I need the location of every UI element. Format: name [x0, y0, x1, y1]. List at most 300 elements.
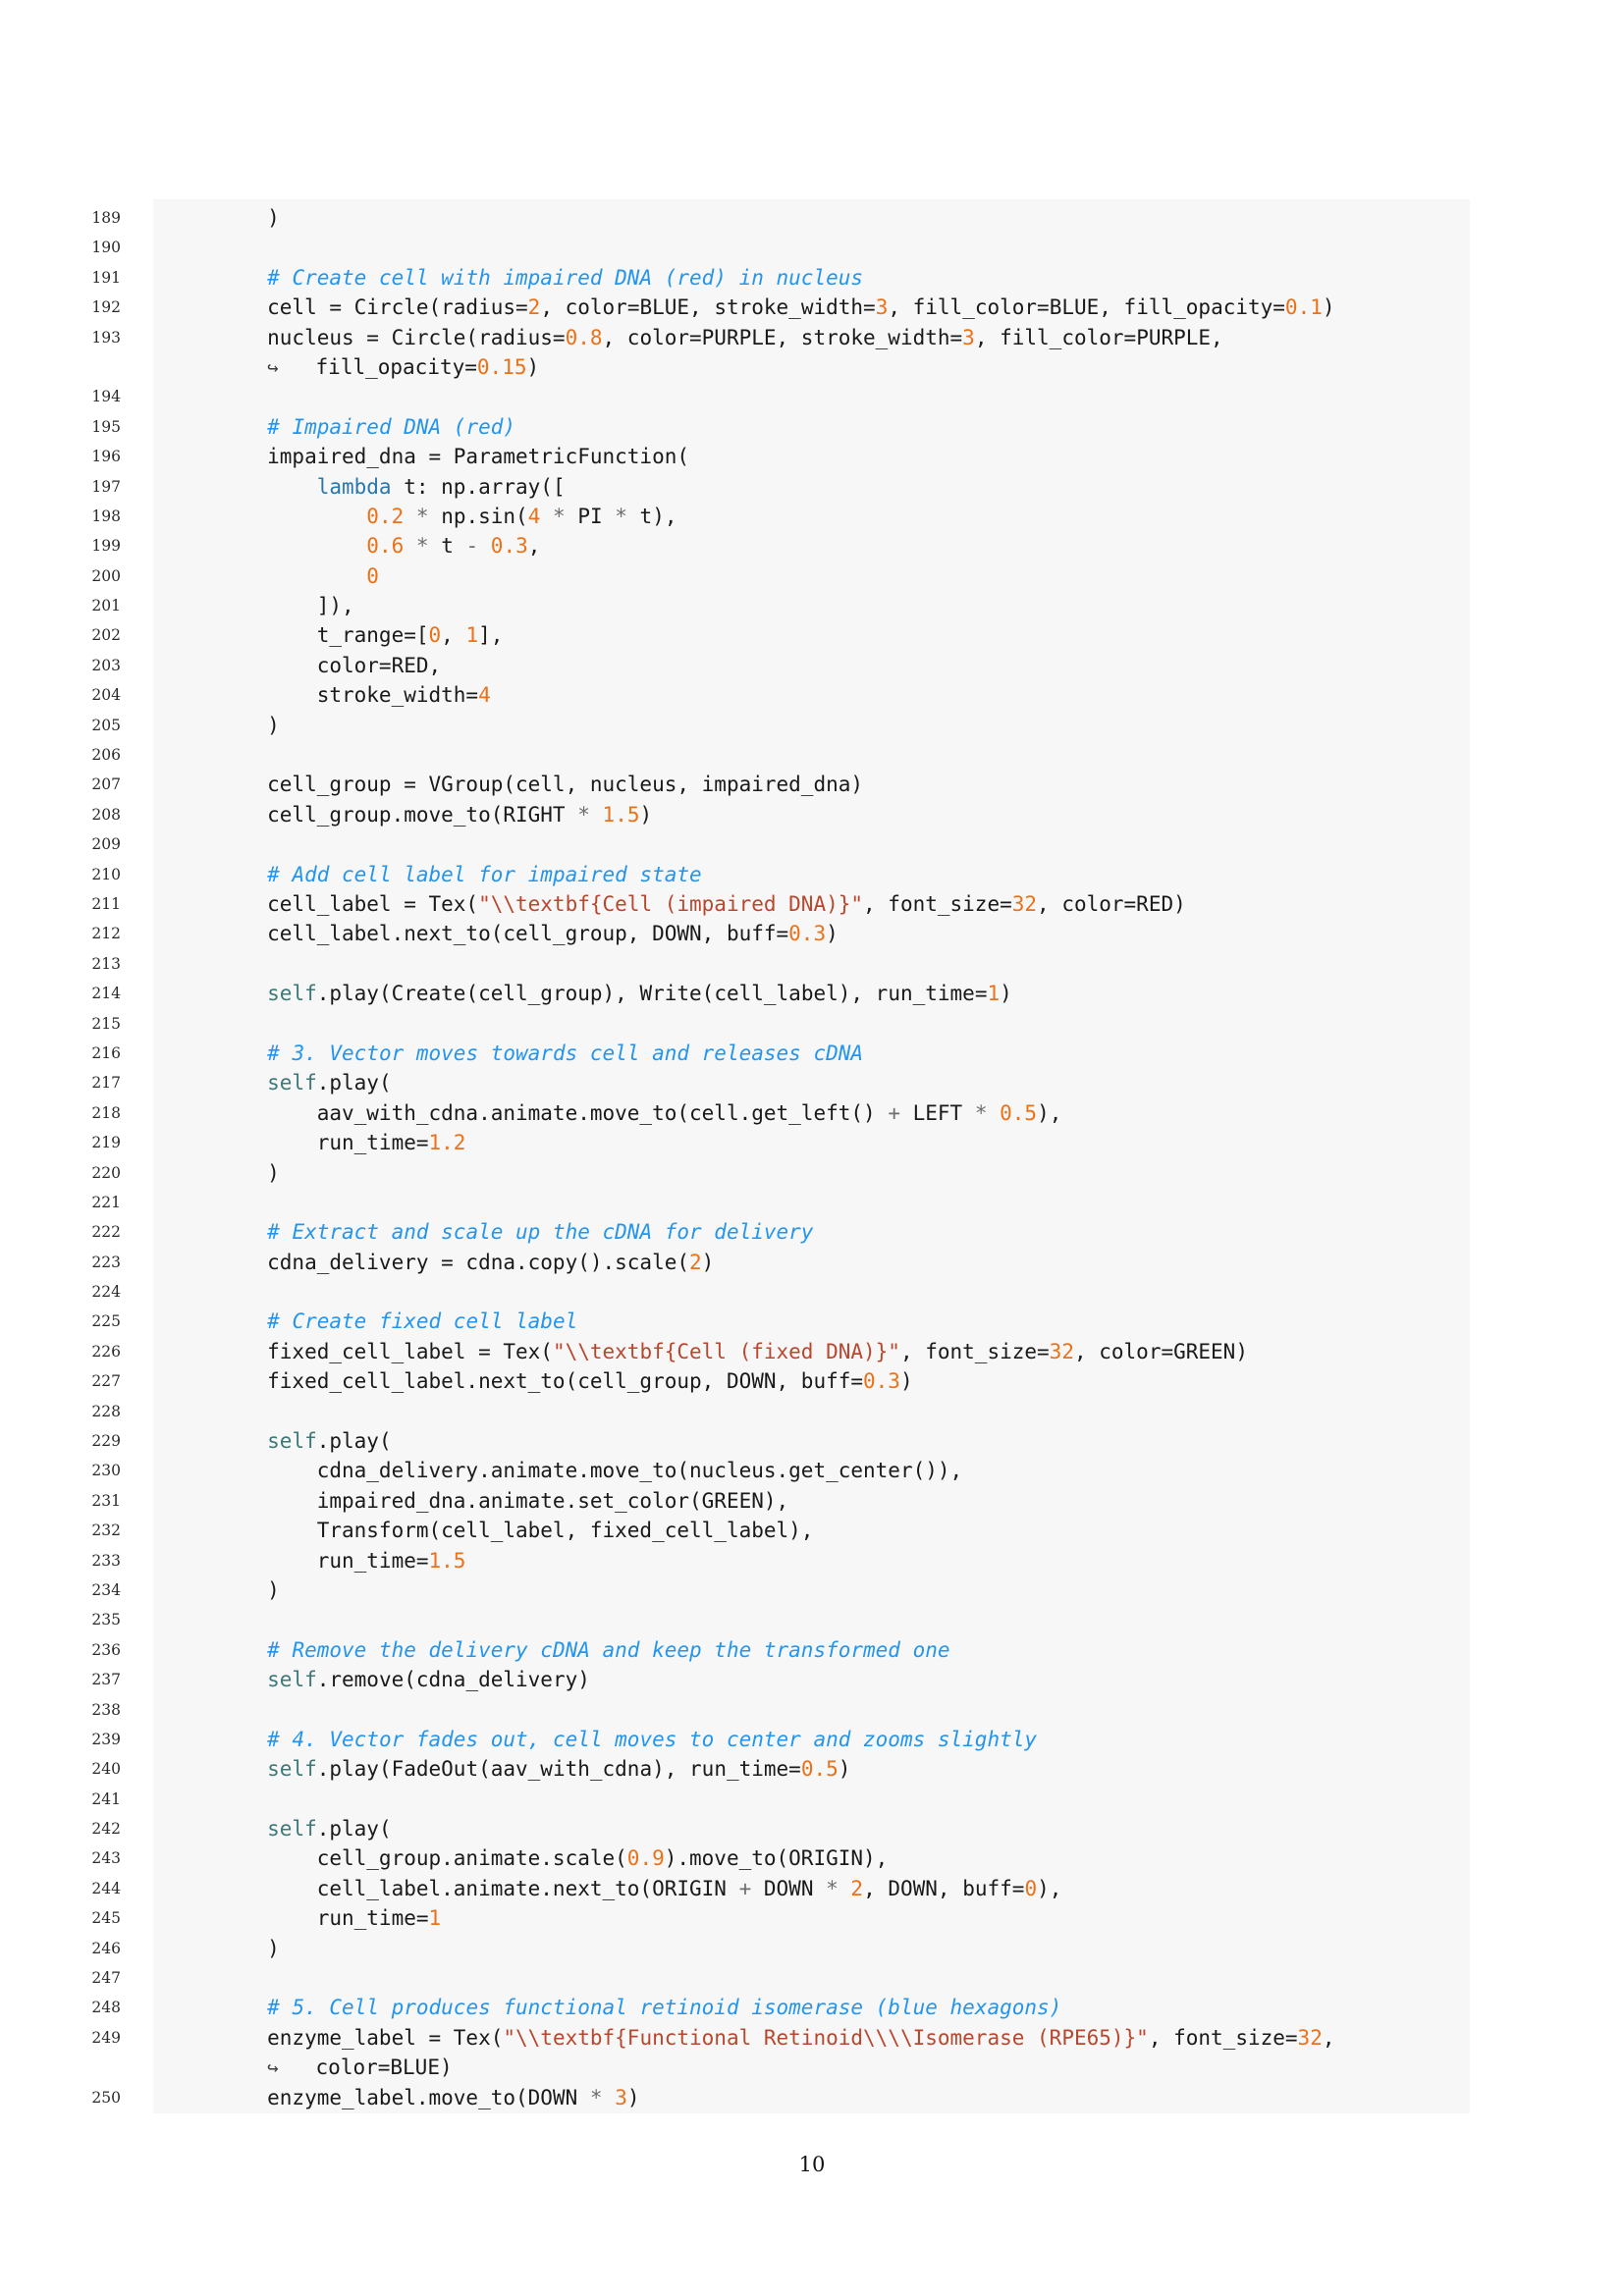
line-number: 210 [91, 865, 121, 883]
code-text [153, 591, 354, 620]
code-token-number: 1.5 [602, 802, 640, 827]
code-token-default: ) [1322, 295, 1335, 320]
code-token-operator: + [888, 1100, 900, 1125]
code-token-number: 0.3 [788, 922, 827, 946]
code-token-number: 1 [987, 982, 1001, 1006]
code-token-number: 0.5 [800, 1757, 839, 1782]
line-number: 233 [91, 1551, 121, 1570]
code-token-default [168, 505, 366, 528]
code-line [91, 770, 1470, 799]
code-token-default: cell_label.animate.next_to(ORIGIN [168, 1876, 739, 1900]
code-text [153, 442, 689, 471]
code-token-default: ]), [168, 594, 354, 618]
code-line [91, 1754, 1470, 1784]
code-text [153, 1754, 850, 1784]
code-token-number: 3 [875, 295, 889, 320]
code-line [91, 1337, 1470, 1366]
code-token-default: DOWN [751, 1876, 827, 1900]
code-token-default: cell = Circle(radius= [168, 295, 528, 320]
code-text [153, 531, 540, 561]
code-line [91, 323, 1470, 352]
code-token-number: 32 [1049, 1339, 1074, 1363]
code-token-comment: # Add cell label for impaired state [267, 862, 702, 886]
code-text [153, 1248, 714, 1277]
code-token-default: cell_group = VGroup(cell, nucleus, impaired_dna) [168, 773, 864, 797]
code-token-number: 0 [428, 623, 442, 648]
line-number: 201 [91, 597, 121, 615]
code-text [153, 620, 503, 650]
code-token-default: ).move_to(ORIGIN), [664, 1846, 889, 1871]
line-number: 199 [91, 537, 121, 556]
code-token-self: self [267, 1071, 317, 1095]
code-token-default: cdna_delivery.animate.move_to(nucleus.get_center()), [168, 1459, 963, 1483]
code-token-default [168, 1668, 267, 1691]
line-number: 221 [91, 1193, 121, 1211]
line-number: 200 [91, 566, 121, 585]
line-number: 220 [91, 1163, 121, 1182]
code-text [153, 1516, 813, 1545]
code-token-default: cdna_delivery = cdna.copy().scale( [168, 1250, 690, 1274]
line-number: 194 [91, 388, 121, 406]
code-line [91, 1068, 1470, 1097]
code-token-default: , DOWN, buff= [863, 1876, 1025, 1900]
code-text [153, 1665, 590, 1694]
code-text [153, 1934, 280, 1963]
line-number: 219 [91, 1134, 121, 1152]
code-token-default: .remove(cdna_delivery) [316, 1668, 590, 1692]
code-token-number: 1.2 [428, 1131, 466, 1155]
code-line [91, 1814, 1470, 1843]
code-token-number: 32 [1297, 2025, 1323, 2050]
line-number: 228 [91, 1402, 121, 1420]
code-token-number: 32 [1011, 891, 1038, 916]
code-token-default: t), [626, 504, 677, 528]
code-token-default [168, 1757, 267, 1781]
code-text [153, 919, 839, 948]
line-number: 205 [91, 716, 121, 734]
line-number: 241 [91, 1789, 121, 1808]
code-token-comment: # 4. Vector fades out, cell moves to center and zooms slightly [267, 1727, 1038, 1751]
code-token-default: , [527, 534, 541, 559]
code-token-default [839, 1877, 851, 1900]
code-text [153, 1307, 577, 1336]
code-token-default: ], [478, 623, 504, 648]
line-number: 218 [91, 1103, 121, 1122]
code-token-comment: # 3. Vector moves towards cell and releases cDNA [267, 1041, 864, 1065]
code-token-default [168, 415, 267, 439]
code-token-default [168, 355, 267, 379]
line-number: 237 [91, 1671, 121, 1689]
code-line [91, 680, 1470, 710]
code-token-default: stroke_width= [168, 683, 479, 708]
code-token-operator: * [615, 504, 627, 528]
code-token-default: ) [626, 2085, 640, 2109]
code-text [153, 651, 441, 680]
code-line [91, 442, 1470, 471]
code-token-default: enzyme_label = Tex( [168, 2025, 504, 2050]
code-text [153, 1366, 913, 1396]
code-token-default: , font_size= [863, 891, 1012, 916]
code-token-default: , font_size= [899, 1339, 1050, 1363]
code-line [91, 203, 1470, 233]
code-token-default: .play(Create(cell_group), Write(cell_label), run_time= [316, 982, 988, 1006]
line-number: 230 [91, 1462, 121, 1480]
code-line [91, 979, 1470, 1008]
line-number: 214 [91, 985, 121, 1003]
code-line [91, 502, 1470, 531]
code-text [153, 1337, 1248, 1366]
code-line [91, 412, 1470, 442]
code-token-default: , fill_color=BLUE, fill_opacity= [888, 295, 1285, 320]
code-token-default: ) [168, 1160, 280, 1185]
code-text [153, 2023, 1335, 2053]
code-text [153, 1426, 392, 1456]
code-token-default: fill_opacity= [278, 354, 477, 379]
code-text [153, 2083, 640, 2112]
line-number: 236 [91, 1640, 121, 1659]
code-token-operator: * [415, 534, 429, 559]
code-token-comment: # Create cell with impaired DNA (red) in nucleus [267, 265, 864, 290]
code-line [91, 1456, 1470, 1485]
code-token-default [168, 1071, 267, 1095]
code-text [153, 1635, 950, 1665]
code-listing [91, 199, 1470, 2113]
code-token-operator: + [738, 1876, 752, 1900]
line-number: 226 [91, 1342, 121, 1361]
code-line [91, 1695, 1470, 1725]
code-token-operator: * [577, 802, 590, 827]
line-number: 195 [91, 417, 121, 436]
code-token-number: 1 [465, 623, 479, 648]
code-token-default: .play( [316, 1071, 392, 1095]
code-token-default [168, 1728, 267, 1751]
code-line [91, 651, 1470, 680]
code-token-default: ) [168, 713, 280, 737]
code-token-default: run_time= [168, 1131, 429, 1155]
code-token-number: 0.5 [1000, 1100, 1038, 1125]
code-line [91, 1098, 1470, 1128]
code-text [153, 1456, 962, 1485]
code-line [91, 889, 1470, 919]
code-line [91, 1277, 1470, 1307]
code-token-default: Transform(cell_label, fixed_cell_label), [168, 1519, 814, 1543]
code-text [153, 1158, 280, 1188]
code-token-default: cell_group.animate.scale( [168, 1846, 627, 1871]
code-line [91, 711, 1470, 740]
code-token-keyword: lambda [316, 474, 392, 499]
code-token-default [590, 803, 603, 827]
code-token-default: aav_with_cdna.animate.move_to(cell.get_left() [168, 1100, 889, 1125]
line-number: 204 [91, 686, 121, 705]
code-token-default [987, 1101, 1000, 1125]
code-token-default [478, 534, 491, 558]
code-token-default: nucleus = Circle(radius= [168, 325, 566, 349]
code-token-default: , color=PURPLE, stroke_width= [602, 325, 963, 349]
code-token-default: cell_group.move_to(RIGHT [168, 802, 578, 827]
line-number: 222 [91, 1223, 121, 1242]
code-line [91, 1874, 1470, 1903]
code-text [153, 1098, 1061, 1128]
code-text [153, 263, 863, 293]
code-line [91, 829, 1470, 859]
code-token-default: t [428, 534, 466, 559]
code-token-default: run_time= [168, 1548, 429, 1573]
code-token-number: 0.3 [490, 534, 528, 559]
code-token-default: , color=BLUE, stroke_width= [540, 295, 876, 320]
code-token-self: self [267, 982, 317, 1006]
code-token-default [168, 1041, 267, 1065]
code-token-default: fixed_cell_label.next_to(cell_group, DOWN, buff= [168, 1369, 864, 1394]
code-line [91, 1993, 1470, 2022]
code-token-comment: # Create fixed cell label [267, 1309, 578, 1334]
code-token-number: 0.9 [626, 1846, 665, 1871]
code-token-string: "\\textbf{Cell (impaired DNA)}" [478, 891, 864, 916]
line-number: 248 [91, 1999, 121, 2017]
line-number: 238 [91, 1700, 121, 1719]
code-line [91, 561, 1470, 591]
code-token-default: impaired_dna = ParametricFunction( [168, 445, 690, 469]
line-number: 234 [91, 1580, 121, 1599]
page-number: 10 [798, 2153, 826, 2176]
line-number: 192 [91, 298, 121, 317]
code-token-default: , [441, 623, 466, 648]
code-token-string: "\\textbf{Functional Retinoid\\\\Isomerase (RPE65)}" [503, 2025, 1149, 2050]
code-line [91, 1665, 1470, 1694]
code-text [153, 412, 515, 442]
code-line [91, 919, 1470, 948]
code-token-comment: # Impaired DNA (red) [267, 414, 516, 439]
code-line [91, 1725, 1470, 1754]
code-token-default [168, 564, 366, 588]
line-number: 213 [91, 954, 121, 973]
line-number: 239 [91, 1730, 121, 1748]
code-line [91, 800, 1470, 829]
code-token-default: fixed_cell_label = Tex( [168, 1339, 553, 1363]
code-token-default: ) [639, 802, 653, 827]
line-number: 217 [91, 1074, 121, 1093]
code-token-comment: # Remove the delivery cDNA and keep the transformed one [267, 1637, 950, 1662]
code-token-default [603, 2086, 616, 2109]
line-number: 229 [91, 1432, 121, 1451]
code-token-arrow: ↪ [267, 356, 279, 379]
code-token-number: 0 [1024, 1876, 1038, 1900]
code-line [91, 1546, 1470, 1575]
code-token-number: 2 [689, 1250, 702, 1274]
code-line [153, 2053, 1470, 2082]
code-token-default [168, 266, 267, 290]
code-token-number: 3 [615, 2085, 627, 2109]
code-token-default: , fill_color=PURPLE, [974, 325, 1223, 349]
code-text [153, 979, 1012, 1008]
code-line [91, 591, 1470, 620]
line-number: 223 [91, 1253, 121, 1271]
code-text [153, 293, 1335, 322]
line-number: 191 [91, 268, 121, 287]
line-number: 224 [91, 1283, 121, 1302]
code-token-number: 4 [478, 683, 491, 708]
line-number: 207 [91, 775, 121, 794]
line-number: 249 [91, 2028, 121, 2047]
code-token-default: ) [1000, 982, 1012, 1006]
code-token-number: 0.1 [1284, 295, 1323, 320]
code-token-default: PI [565, 504, 616, 528]
code-token-default [168, 1996, 267, 2019]
code-line [91, 531, 1470, 561]
code-token-default: enzyme_label.move_to(DOWN [168, 2085, 590, 2109]
code-token-default: ) [168, 206, 280, 230]
line-number: 193 [91, 328, 121, 347]
code-token-arrow: ↪ [267, 2057, 279, 2080]
code-text [153, 203, 280, 233]
line-number: 250 [91, 2088, 121, 2107]
code-token-number: 0.6 [366, 534, 405, 559]
line-number: 232 [91, 1522, 121, 1540]
code-text [153, 680, 491, 710]
code-token-number: 0.8 [565, 325, 603, 349]
code-text [153, 2053, 453, 2083]
code-text [153, 1128, 465, 1157]
code-text [153, 1486, 788, 1516]
line-number: 243 [91, 1849, 121, 1868]
line-number: 198 [91, 507, 121, 525]
code-text [153, 561, 379, 591]
code-token-comment: # Extract and scale up the cDNA for delivery [267, 1220, 814, 1245]
code-line [91, 1934, 1470, 1963]
code-text [153, 1217, 813, 1247]
code-token-default: ), [1037, 1876, 1062, 1900]
code-token-default: ) [899, 1369, 913, 1394]
code-line [91, 1188, 1470, 1217]
code-text [153, 323, 1223, 352]
code-text [153, 1725, 1037, 1754]
code-token-comment: # 5. Cell produces functional retinoid isomerase (blue hexagons) [267, 1996, 1062, 2020]
code-token-default: t: np.array([ [391, 474, 566, 499]
line-number: 225 [91, 1312, 121, 1331]
code-token-default: ) [826, 922, 839, 946]
code-text [153, 502, 677, 531]
code-token-default [168, 2056, 267, 2079]
code-token-self: self [267, 1429, 317, 1454]
code-line [91, 740, 1470, 770]
code-token-default [540, 505, 553, 528]
code-line [91, 472, 1470, 502]
code-text [153, 711, 280, 740]
code-line [91, 1426, 1470, 1456]
code-line [91, 263, 1470, 293]
line-number: 247 [91, 1969, 121, 1988]
code-token-default: ) [526, 354, 540, 379]
code-token-number: 3 [962, 325, 975, 349]
code-token-operator: * [415, 504, 429, 528]
line-number: 190 [91, 239, 121, 257]
code-text [153, 860, 702, 889]
code-token-number: 0.15 [476, 354, 527, 379]
line-number: 202 [91, 626, 121, 645]
code-token-default [168, 1309, 267, 1333]
code-token-default [168, 1429, 267, 1453]
line-number: 244 [91, 1879, 121, 1897]
line-number: 227 [91, 1372, 121, 1391]
code-token-operator: * [589, 2085, 603, 2109]
code-line [91, 1516, 1470, 1545]
code-line [91, 1307, 1470, 1336]
code-token-default: ), [1037, 1100, 1062, 1125]
code-line [91, 1039, 1470, 1068]
code-token-default: color=BLUE) [278, 2056, 453, 2080]
line-number: 245 [91, 1909, 121, 1928]
code-token-default: impaired_dna.animate.set_color(GREEN), [168, 1488, 789, 1513]
code-token-number: 0.3 [863, 1369, 900, 1394]
code-token-number: 1.5 [428, 1548, 466, 1573]
code-token-operator: * [974, 1100, 988, 1125]
code-token-number: 0 [366, 563, 379, 588]
code-line [91, 1128, 1470, 1157]
code-token-default [404, 505, 416, 528]
line-number: 197 [91, 477, 121, 496]
code-text [153, 1903, 441, 1933]
code-line [91, 2083, 1470, 2112]
code-token-default [168, 1638, 267, 1662]
code-line [91, 1486, 1470, 1516]
code-token-default: np.sin( [428, 504, 528, 528]
code-token-default [168, 534, 366, 558]
code-token-default: , color=RED) [1037, 891, 1186, 916]
line-number: 206 [91, 746, 121, 765]
code-line [91, 1248, 1470, 1277]
code-line [91, 293, 1470, 322]
code-text [153, 1814, 392, 1843]
code-token-number: 0.2 [366, 504, 405, 528]
code-line [91, 860, 1470, 889]
line-number: 208 [91, 805, 121, 824]
code-token-default: ) [838, 1757, 851, 1782]
code-line [91, 382, 1470, 411]
code-text [153, 472, 566, 502]
code-text [153, 800, 652, 829]
code-text [153, 1546, 465, 1575]
code-line [91, 1605, 1470, 1634]
code-token-default: , color=GREEN) [1073, 1339, 1248, 1363]
code-line [91, 1843, 1470, 1873]
line-number: 240 [91, 1760, 121, 1779]
code-text [153, 889, 1186, 919]
code-token-default: , font_size= [1148, 2025, 1298, 2050]
code-token-default: ) [701, 1250, 715, 1274]
code-token-self: self [267, 1817, 317, 1842]
code-line [91, 620, 1470, 650]
code-token-default: ) [168, 1577, 280, 1602]
code-text [153, 1039, 863, 1068]
code-token-default [168, 863, 267, 886]
code-token-default [404, 534, 416, 558]
code-token-default [168, 982, 267, 1005]
code-line [91, 1903, 1470, 1933]
code-token-number: 1 [428, 1906, 442, 1931]
code-line [91, 1397, 1470, 1426]
line-number: 235 [91, 1611, 121, 1629]
line-number: 211 [91, 894, 121, 913]
line-number: 246 [91, 1939, 121, 1957]
code-token-operator: * [826, 1876, 839, 1900]
code-token-default: .play(FadeOut(aav_with_cdna), run_time= [316, 1757, 801, 1782]
code-token-default [168, 1220, 267, 1244]
code-text [153, 1993, 1061, 2022]
code-line [91, 233, 1470, 262]
code-token-number: 2 [527, 295, 541, 320]
line-number: 209 [91, 835, 121, 854]
code-line [91, 1635, 1470, 1665]
code-token-self: self [267, 1757, 317, 1782]
